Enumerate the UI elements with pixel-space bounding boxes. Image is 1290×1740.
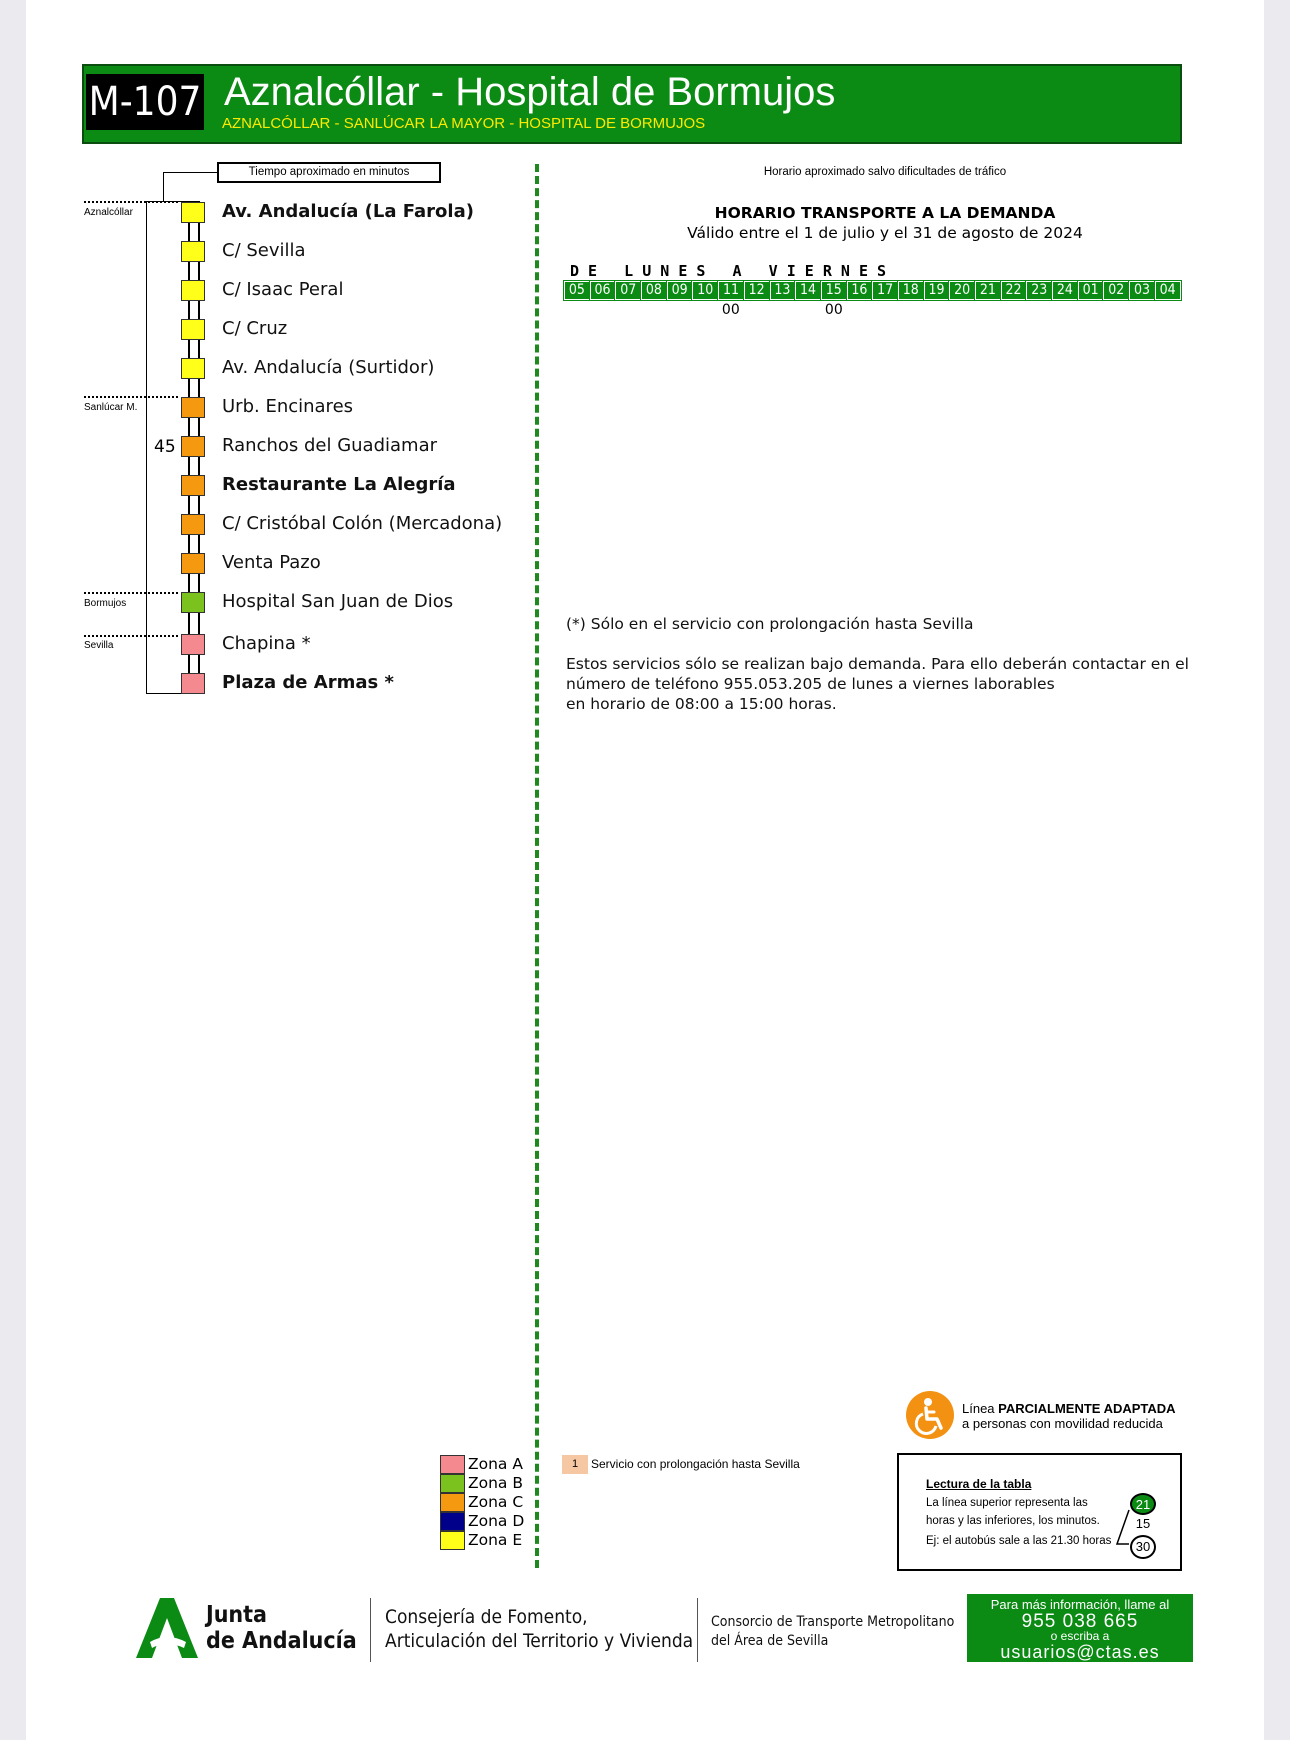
column-divider: [535, 164, 539, 1568]
reading-text: Ej: el autobús sale a las 21.30 horas: [926, 1535, 1112, 1547]
reading-minute: 30: [1130, 1535, 1156, 1559]
hour-cell: 07: [615, 281, 641, 300]
stop-name: Ranchos del Guadiamar: [222, 435, 437, 456]
wheelchair-icon: [906, 1391, 954, 1439]
demand-note: número de teléfono 955.053.205 de lunes a viernes laborables: [566, 675, 1055, 693]
departure-minute: 00: [721, 302, 740, 318]
stop-name: Venta Pazo: [222, 552, 321, 573]
hour-cell: 02: [1103, 281, 1129, 300]
accessibility-label: Línea PARCIALMENTE ADAPTADA: [962, 1401, 1176, 1416]
zone-swatch: [440, 1512, 465, 1531]
stop-marker: [181, 592, 205, 613]
hour-cell: 04: [1155, 281, 1181, 300]
stop-name: Av. Andalucía (Surtidor): [222, 357, 435, 378]
hour-cell: 24: [1052, 281, 1078, 300]
travel-time: 45: [154, 437, 176, 457]
reading-text: La línea superior representa las: [926, 1497, 1088, 1509]
stop-marker: [181, 241, 205, 262]
stop-name: C/ Sevilla: [222, 240, 306, 261]
bracket-line: [146, 201, 147, 694]
hour-cell: 09: [667, 281, 693, 300]
junta-name: de Andalucía: [206, 1628, 357, 1654]
zone-label: Aznalcóllar: [84, 207, 133, 218]
contact-text: o escriba a: [1050, 1629, 1110, 1643]
contact-text: Para más información, llame al: [990, 1597, 1170, 1612]
zone-divider: [84, 592, 178, 594]
stop-name: Restaurante La Alegría: [222, 474, 456, 495]
bracket-line: [163, 172, 217, 173]
zone-legend-label: Zona B: [468, 1474, 523, 1492]
page-title: Aznalcóllar - Hospital de Bormujos: [224, 70, 836, 114]
stop-marker: [181, 397, 205, 418]
zone-divider: [84, 635, 178, 637]
bracket-line: [163, 172, 164, 202]
hour-cell: 21: [975, 281, 1001, 300]
hour-cell: 22: [1001, 281, 1027, 300]
line-code: M-107: [86, 74, 204, 130]
schedule-title: HORARIO TRANSPORTE A LA DEMANDA: [714, 204, 1056, 222]
stop-marker: [181, 280, 205, 301]
hour-cell: 15: [821, 281, 847, 300]
hour-cell: 10: [692, 281, 718, 300]
stop-name: C/ Cristóbal Colón (Mercadona): [222, 513, 503, 534]
zone-swatch: [440, 1455, 465, 1474]
stop-marker: [181, 634, 205, 655]
zone-legend-label: Zona C: [468, 1493, 524, 1511]
demand-note: en horario de 08:00 a 15:00 horas.: [566, 695, 837, 713]
hour-cell: 13: [770, 281, 796, 300]
route-subtitle: AZNALCÓLLAR - SANLÚCAR LA MAYOR - HOSPITAL DE BORMUJOS: [222, 115, 706, 132]
consorcio-label: Consorcio de Transporte Metropolitano: [711, 1614, 955, 1630]
hour-row: [564, 281, 1181, 300]
zone-label: Sanlúcar M.: [84, 402, 138, 413]
days-label: D E L U N E S A V I E R N E S: [570, 262, 887, 280]
zone-swatch: [440, 1474, 465, 1493]
hour-cell: 19: [924, 281, 950, 300]
demand-note: Estos servicios sólo se realizan bajo demanda. Para ello deberán contactar en el: [566, 655, 1189, 673]
zone-swatch: [440, 1493, 465, 1512]
departure-minute: 00: [824, 302, 843, 318]
hour-cell: 01: [1078, 281, 1104, 300]
stop-marker: [181, 673, 205, 694]
hour-cell: 16: [847, 281, 873, 300]
asterisk-note: (*) Sólo en el servicio con prolongación hasta Sevilla: [566, 615, 974, 633]
stop-marker: [181, 319, 205, 340]
junta-logo-icon: [134, 1596, 200, 1660]
hour-cell: 12: [744, 281, 770, 300]
contact-phone[interactable]: 955 038 665: [1021, 1611, 1139, 1632]
reading-hour: 21: [1130, 1493, 1156, 1515]
contact-box: [967, 1594, 1193, 1662]
stop-name: Chapina *: [222, 633, 311, 654]
reading-pointer: [1115, 1508, 1145, 1548]
zone-label: Sevilla: [84, 640, 114, 651]
hour-cell: 08: [641, 281, 667, 300]
reading-title: Lectura de la tabla: [926, 1477, 1032, 1491]
zone-legend-label: Zona D: [468, 1512, 525, 1530]
consorcio-label: del Área de Sevilla: [711, 1633, 829, 1649]
accessibility-label: a personas con movilidad reducida: [962, 1416, 1163, 1431]
time-label: Tiempo aproximado en minutos: [217, 162, 441, 183]
contact-email[interactable]: usuarios@ctas.es: [1000, 1642, 1160, 1662]
footer-separator: [370, 1598, 371, 1662]
zone-swatch: [440, 1531, 465, 1550]
service-badge-label: Servicio con prolongación hasta Sevilla: [591, 1457, 800, 1471]
hour-cell: 20: [949, 281, 975, 300]
stop-name: Av. Andalucía (La Farola): [222, 201, 474, 222]
hour-cell: 11: [718, 281, 744, 300]
hour-cell: 05: [564, 281, 590, 300]
hour-cell: 23: [1026, 281, 1052, 300]
consejeria-label: Articulación del Territorio y Vivienda: [385, 1630, 694, 1652]
stop-marker: [181, 475, 205, 496]
stop-name: Hospital San Juan de Dios: [222, 591, 454, 612]
reading-text: horas y las inferiores, los minutos.: [926, 1515, 1100, 1527]
stop-marker: [181, 514, 205, 535]
zone-divider: [84, 201, 178, 203]
zone-legend-label: Zona A: [468, 1455, 523, 1473]
stop-name: Urb. Encinares: [222, 396, 354, 417]
stop-name: C/ Isaac Peral: [222, 279, 344, 300]
junta-name: Junta: [206, 1602, 268, 1628]
hour-cell: 18: [898, 281, 924, 300]
service-badge: 1: [562, 1455, 588, 1474]
schedule-validity: Válido entre el 1 de julio y el 31 de agosto de 2024: [687, 224, 1083, 242]
stop-marker: [181, 202, 205, 223]
zone-legend-label: Zona E: [468, 1531, 523, 1549]
stop-marker: [181, 436, 205, 457]
reading-minute: 15: [1135, 1516, 1151, 1531]
footer-separator: [697, 1598, 698, 1662]
zone-label: Bormujos: [84, 598, 127, 609]
hour-cell: 14: [795, 281, 821, 300]
stop-marker: [181, 553, 205, 574]
consejeria-label: Consejería de Fomento,: [385, 1606, 588, 1628]
stop-name: C/ Cruz: [222, 318, 288, 339]
hour-cell: 03: [1129, 281, 1155, 300]
stop-marker: [181, 358, 205, 379]
stop-name: Plaza de Armas *: [222, 672, 394, 693]
hour-cell: 06: [590, 281, 616, 300]
traffic-note: Horario aproximado salvo dificultades de tráfico: [763, 166, 1007, 178]
hour-cell: 17: [872, 281, 898, 300]
zone-divider: [84, 396, 178, 398]
